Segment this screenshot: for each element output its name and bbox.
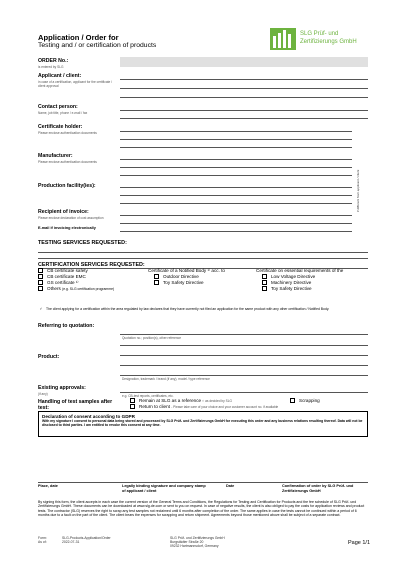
place-date-label: Place, date: [38, 484, 58, 488]
invoice-line-1[interactable]: [120, 215, 352, 216]
others-option[interactable]: Others (e.g. SLG certification programme): [38, 286, 114, 292]
footnote-text: The client applying for a certification within the area regulated by law declares that they have currently not filed an application for the same product with any other certification / Notified Body.: [46, 307, 330, 311]
outdoor-option[interactable]: Outdoor Directive: [148, 274, 225, 280]
side-note: if different from applicant / client: [356, 169, 360, 212]
contact-label: Contact person:: [38, 104, 78, 110]
holder-line-2[interactable]: [120, 139, 352, 140]
confirmation-label: Confirmation of order by SLG Prüf- und Zertifizierungs GmbH: [282, 484, 354, 493]
gdpr-box: [38, 411, 368, 437]
invoice-label: Recipient of invoice:: [38, 209, 89, 215]
outdoor-checkbox[interactable]: [154, 274, 159, 279]
email-invoice-label: E-mail if invoicing electronically: [38, 226, 96, 230]
contact-line-1[interactable]: [120, 110, 368, 111]
footnote-mark: ¹⁾: [40, 307, 42, 311]
facility-line-1[interactable]: [120, 187, 352, 188]
date-label: Date: [226, 484, 235, 488]
handling-label: Handling of test samples after test:: [38, 399, 113, 411]
logo-text: SLG Prüf- und Zertifizierungs GmbH: [300, 31, 357, 45]
contact-hint: Name, job title, phone / e-mail / fax: [38, 111, 88, 115]
lvd-checkbox[interactable]: [262, 274, 267, 279]
manufacturer-line-1[interactable]: [120, 159, 352, 160]
applicant-label: Applicant / client:: [38, 73, 82, 79]
testing-services-label: TESTING SERVICES REQUESTED:: [38, 240, 127, 246]
referring-hint: Quotation no.; position(s), other reference: [122, 336, 182, 340]
toy-nb-option[interactable]: Toy Safety Directive: [148, 280, 225, 286]
toy-nb-checkbox[interactable]: [154, 280, 159, 285]
essential-req-title: Certificate on essential requirements of the: [256, 268, 344, 273]
footer-form-labels: Form: As of:: [38, 536, 47, 545]
legal-signature-label: Legally binding signature and company stamp of applicant / client: [122, 484, 206, 493]
cert-col-2: [148, 268, 225, 286]
product-line-3[interactable]: [120, 365, 368, 366]
product-line-1[interactable]: [120, 345, 368, 346]
contact-line-2[interactable]: [120, 118, 368, 119]
lvd-option[interactable]: Low Voltage Directive: [256, 274, 343, 280]
manufacturer-line-2[interactable]: [120, 167, 352, 168]
cb-emc-checkbox[interactable]: [38, 274, 43, 279]
form-subtitle: Testing and / or certification of products: [38, 42, 157, 49]
gdpr-body: With my signature I consent to personal data being stored and processed by SLG Prüf- und Zertifizierungs GmbH for executing this order and any business relations resulting thereof. Data will not be disclosed to third parties. I am entitled to revoke this consent at any time.: [42, 419, 363, 428]
invoice-line-2[interactable]: [120, 223, 352, 224]
scrapping-checkbox[interactable]: [290, 398, 295, 403]
manufacturer-line-3[interactable]: [120, 175, 352, 176]
gs-option[interactable]: GS certificate ¹⁾: [38, 280, 114, 286]
invoice-hint: Please enclose declaration of cost assumption: [38, 216, 104, 220]
product-hint: Designation, trademark / brand (if any), model / type reference: [122, 377, 210, 381]
facility-label: Production facility(ies):: [38, 183, 96, 189]
certification-services-label: CERTIFICATION SERVICES REQUESTED:: [38, 262, 145, 268]
facility-line-2[interactable]: [120, 195, 352, 196]
facility-line-3[interactable]: [120, 203, 352, 204]
referring-label: Referring to quotation:: [38, 323, 95, 329]
cb-safety-checkbox[interactable]: [38, 268, 43, 273]
holder-label: Certificate holder:: [38, 124, 83, 130]
order-no-field[interactable]: [120, 57, 368, 67]
footer-address: SLG Prüf- und Zertifizierungs GmbH Burgstädter Straße 20 09232 Hartmannsdorf, Germany: [170, 536, 225, 549]
footer-form-values: SLG-Products-Application/Order 2022-07-31: [62, 536, 111, 545]
manufacturer-hint: Please enclose authentication documents: [38, 160, 97, 164]
signature-line[interactable]: [38, 482, 368, 483]
approvals-line[interactable]: [120, 392, 368, 393]
testing-line-1[interactable]: [38, 252, 368, 253]
order-no-label: ORDER No.:: [38, 58, 69, 64]
others-checkbox[interactable]: [38, 286, 43, 291]
referring-line[interactable]: [120, 334, 368, 335]
return-checkbox[interactable]: [130, 404, 135, 409]
return-option[interactable]: Return to client - Please take care of your choice and your customer account no. if available: [130, 404, 278, 410]
approvals-label: Existing approvals:: [38, 385, 86, 391]
cb-emc-option[interactable]: CB certificate EMC: [38, 274, 114, 280]
terms-fine-print: By signing this form, the client accepts in each case the current version of the General Terms and Conditions, the Regulations for Testing and Certification for Products and the fee schedule of SLG Prüf- und Zertifizierungs GmbH. These documents can be downloaded at www.slg.de.com or sent to you on request. In case of negative results, the client is also obliged to pay the costs for application reviews and product tests. The contractor (SLG) reserves the right to scrap any test samples not reclaimed until 6 months after completion of the order. The same applies in case the tests cannot be continued within a period of 6 months due to a fault on the part of the client. The client bears the expenses for scrapping and return shipment. Agreements beyond those mentioned above shall be subject of a separate contract.: [38, 500, 365, 518]
holder-line-3[interactable]: [120, 147, 352, 148]
machinery-checkbox[interactable]: [262, 280, 267, 285]
cert-col-1: [38, 268, 114, 292]
toy-er-option[interactable]: Toy Safety Directive: [256, 286, 343, 292]
gdpr-title: Declaration of consent according to GDPR: [42, 414, 135, 419]
scrapping-option[interactable]: Scrapping: [290, 398, 320, 404]
handling-options: [130, 398, 278, 410]
testing-line-2[interactable]: [38, 258, 368, 259]
toy-er-checkbox[interactable]: [262, 286, 267, 291]
gs-checkbox[interactable]: [38, 280, 43, 285]
remain-option[interactable]: Remain at SLG as a reference ¹⁾ as decided by SLG: [130, 398, 278, 404]
machinery-option[interactable]: Machinery Directive: [256, 280, 343, 286]
applicant-line-3[interactable]: [120, 97, 368, 98]
notified-body-title: Certificate of a Notified Body ¹⁾ acc. to: [148, 268, 225, 273]
holder-line-1[interactable]: [120, 131, 352, 132]
manufacturer-label: Manufacturer:: [38, 153, 73, 159]
product-line-2[interactable]: [120, 355, 368, 356]
applicant-line-2[interactable]: [120, 88, 368, 89]
cb-safety-option[interactable]: CB certificate safety: [38, 268, 114, 274]
cert-col-3: [256, 268, 343, 292]
product-label: Product:: [38, 354, 60, 360]
page-number: Page 1/1: [348, 540, 371, 546]
applicant-line-1[interactable]: [120, 79, 368, 80]
approvals-hint-left: (if any): [38, 392, 48, 396]
approvals-hint: e.g. CB-test reports, certificates, etc.: [122, 394, 174, 398]
form-title: Application / Order for: [38, 33, 119, 42]
applicant-hint: in case of a certification, applicant for the certificate / client approval: [38, 80, 113, 88]
holder-hint: Please enclose authentication documents: [38, 131, 97, 135]
remain-checkbox[interactable]: [130, 398, 135, 403]
product-line-4[interactable]: [120, 375, 368, 376]
email-invoice-line[interactable]: [120, 231, 352, 232]
order-no-hint: is entered by SLG: [38, 65, 64, 69]
